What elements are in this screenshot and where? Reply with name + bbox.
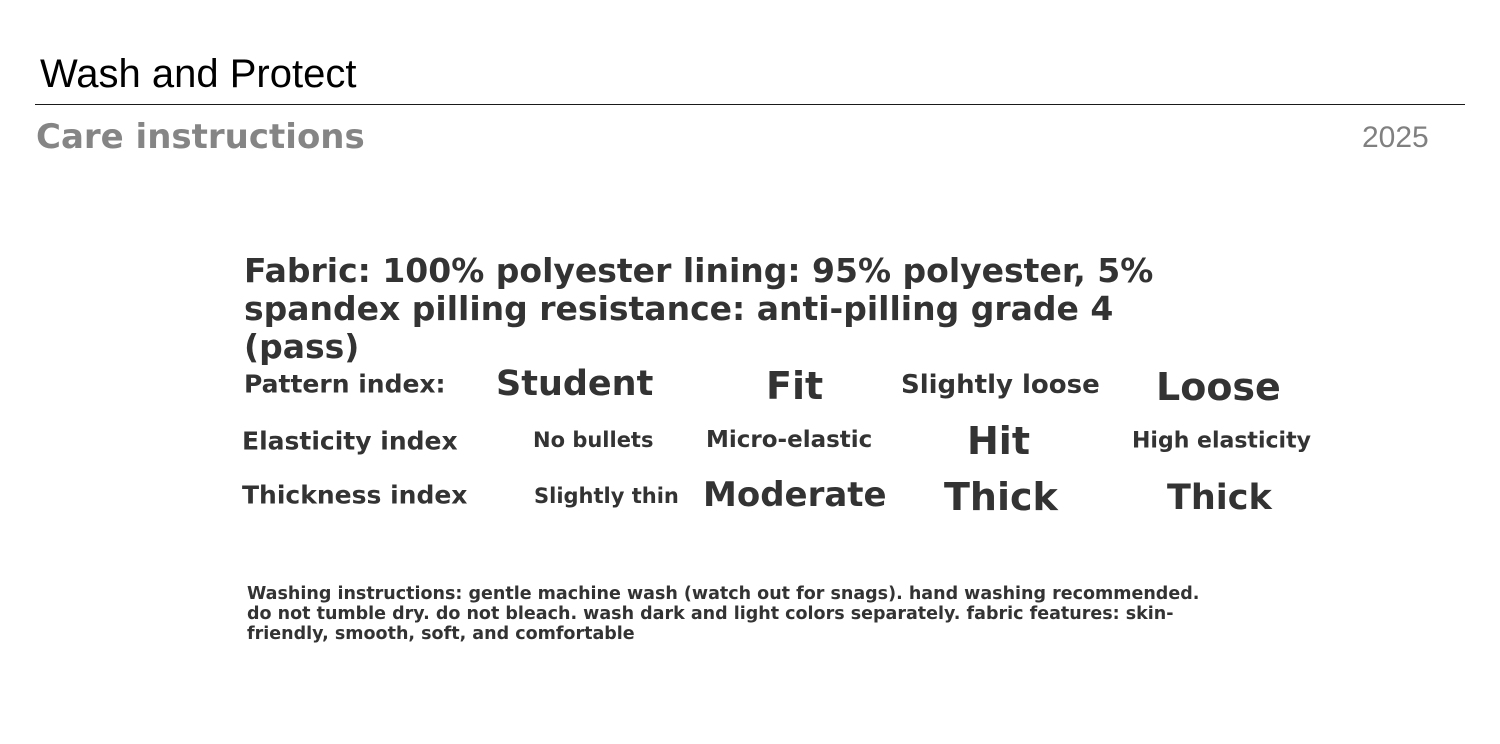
- page-title: Wash and Protect: [40, 52, 357, 96]
- elasticity-option-no-bullets: No bullets: [533, 428, 654, 452]
- elasticity-option-hit: Hit: [967, 419, 1030, 463]
- pattern-option-student: Student: [496, 364, 654, 404]
- thickness-option-slightly-thin: Slightly thin: [534, 484, 679, 508]
- pattern-option-slightly-loose: Slightly loose: [901, 370, 1100, 400]
- year-label: 2025: [1362, 121, 1429, 154]
- pattern-index-label: Pattern index:: [244, 369, 446, 399]
- elasticity-option-high-elasticity: High elasticity: [1132, 428, 1311, 454]
- title-divider: [35, 104, 1465, 105]
- thickness-option-thick-alt: Thick: [1167, 478, 1272, 518]
- section-subtitle: Care instructions: [36, 117, 365, 157]
- thickness-option-thick: Thick: [944, 475, 1058, 519]
- elasticity-index-label: Elasticity index: [242, 426, 458, 456]
- fabric-composition: Fabric: 100% polyester lining: 95% polyester, 5% spandex pilling resistance: anti-pilling grade 4 (pass): [244, 251, 1154, 366]
- thickness-index-label: Thickness index: [242, 480, 468, 510]
- pattern-option-loose: Loose: [1156, 365, 1281, 409]
- washing-instructions: Washing instructions: gentle machine wash (watch out for snags). hand washing recommended. do not tumble dry. do not bleach. wash dark and light colors separately. fabric features: skin-friendly, smooth, soft, and comfortable: [247, 584, 1200, 644]
- thickness-option-moderate: Moderate: [703, 475, 887, 515]
- pattern-option-fit: Fit: [766, 364, 824, 408]
- elasticity-option-micro-elastic: Micro-elastic: [706, 427, 873, 453]
